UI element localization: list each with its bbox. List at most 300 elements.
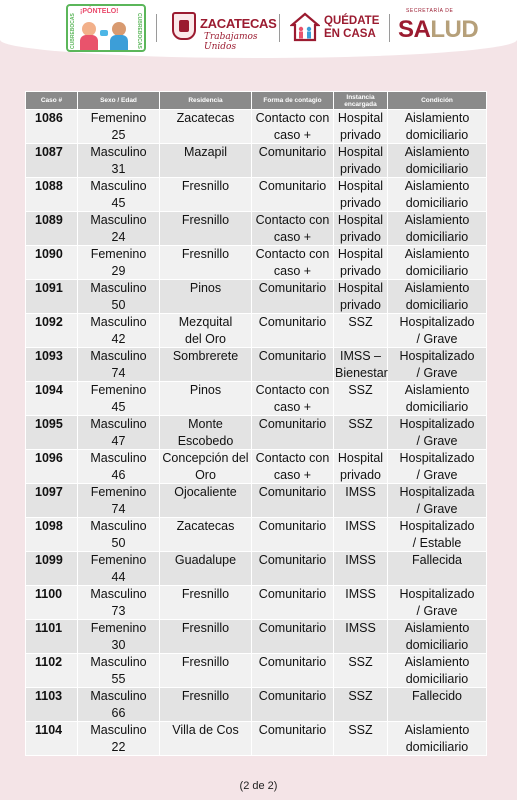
cell-text: 74	[111, 365, 126, 380]
caso-cell	[26, 586, 78, 620]
cell-text: 73	[111, 603, 126, 618]
person-head-icon	[82, 22, 96, 36]
contagio-cell	[252, 688, 334, 722]
cell-text: domiciliario	[405, 399, 469, 414]
contagio-cell	[252, 586, 334, 620]
zacatecas-logo-tagline: Trabajamos Unidos	[204, 32, 258, 52]
column-header: Instancia encargada	[334, 92, 388, 110]
logo-side-text-left: CUBREBOCAS	[70, 13, 76, 49]
sexo-edad-cell	[78, 416, 160, 450]
cell-text: Comunitario	[258, 587, 327, 601]
cell-text: privado	[340, 195, 381, 210]
sexo-edad-cell	[78, 280, 160, 314]
cell-text: Hospital	[337, 179, 384, 193]
table-row	[26, 382, 487, 416]
table-row	[26, 280, 487, 314]
residencia-cell	[160, 382, 252, 416]
cell-text: / Grave	[416, 467, 458, 482]
residencia-cell	[160, 178, 252, 212]
caso-cell	[26, 212, 78, 246]
cell-text: 1089	[35, 213, 63, 227]
ponte-logo-title: ¡PÓNTELO!	[80, 8, 119, 15]
residencia-cell	[160, 620, 252, 654]
condicion-cell	[388, 518, 487, 552]
cell-text: 1101	[35, 621, 63, 635]
contagio-cell	[252, 110, 334, 144]
cell-text: / Grave	[416, 365, 458, 380]
caso-cell	[26, 110, 78, 144]
residencia-cell	[160, 348, 252, 382]
salud-logo-top: SECRETARÍA DE	[406, 8, 454, 14]
contagio-cell	[252, 314, 334, 348]
instancia-cell	[334, 382, 388, 416]
cell-text: Hospital	[337, 451, 384, 465]
cell-text: Hospitalizada	[399, 485, 475, 499]
cell-text: / Grave	[416, 433, 458, 448]
condicion-cell	[388, 178, 487, 212]
cell-text: IMSS –	[340, 349, 381, 363]
condicion-cell	[388, 348, 487, 382]
condicion-cell	[388, 484, 487, 518]
caso-cell	[26, 416, 78, 450]
sexo-edad-cell	[78, 348, 160, 382]
cell-text: 50	[111, 297, 126, 312]
cell-text: Sombrerete	[172, 349, 239, 363]
cell-text: Aislamiento	[404, 111, 470, 125]
table-row	[26, 620, 487, 654]
table-row	[26, 212, 487, 246]
instancia-cell	[334, 416, 388, 450]
cell-text: 45	[111, 195, 126, 210]
cell-text: 1093	[35, 349, 63, 363]
cell-text: 29	[111, 263, 126, 278]
cell-text: Guadalupe	[174, 553, 237, 567]
instancia-cell	[334, 654, 388, 688]
caso-cell	[26, 382, 78, 416]
column-header: Sexo / Edad	[78, 92, 160, 110]
cell-text: 45	[111, 399, 126, 414]
table-body	[26, 110, 487, 756]
cell-text: Zacatecas	[176, 519, 235, 533]
cell-text: Aislamiento	[404, 213, 470, 227]
cell-text: IMSS	[345, 553, 376, 567]
cell-text: 1098	[35, 519, 63, 533]
cell-text: Monte	[188, 417, 223, 431]
house-icon	[290, 12, 320, 42]
cell-text: Fresnillo	[181, 179, 230, 193]
cell-text: / Grave	[416, 331, 458, 346]
cell-text: Masculino	[90, 519, 147, 533]
sexo-edad-cell	[78, 654, 160, 688]
condicion-cell	[388, 654, 487, 688]
cell-text: Fresnillo	[181, 621, 230, 635]
divider	[156, 14, 157, 42]
person-body-icon	[110, 35, 128, 51]
cell-text: caso +	[273, 127, 312, 142]
cell-text: Hospital	[337, 281, 384, 295]
cell-text: domiciliario	[405, 161, 469, 176]
condicion-cell	[388, 144, 487, 178]
person-head-icon	[112, 22, 126, 36]
sexo-edad-cell	[78, 484, 160, 518]
instancia-cell	[334, 178, 388, 212]
cell-text: privado	[340, 229, 381, 244]
divider	[389, 14, 390, 42]
cases-table-container	[25, 91, 486, 756]
cell-text: 1097	[35, 485, 63, 499]
cell-text: 47	[111, 433, 126, 448]
cell-text: Villa de Cos	[172, 723, 239, 737]
cell-text: Masculino	[90, 587, 147, 601]
caso-cell	[26, 280, 78, 314]
condicion-cell	[388, 212, 487, 246]
cell-text: 25	[111, 127, 126, 142]
caso-cell	[26, 722, 78, 756]
cell-text: IMSS	[345, 587, 376, 601]
cell-text: Fresnillo	[181, 213, 230, 227]
cell-text: 1086	[35, 111, 63, 125]
cell-text: / Grave	[416, 603, 458, 618]
condicion-cell	[388, 722, 487, 756]
cell-text: Hospitalizado	[399, 417, 475, 431]
cell-text: 74	[111, 501, 126, 516]
cell-text: Comunitario	[258, 519, 327, 533]
condicion-cell	[388, 620, 487, 654]
cell-text: Masculino	[90, 145, 147, 159]
cell-text: SSZ	[348, 417, 373, 431]
table-row	[26, 178, 487, 212]
quedate-en-casa-logo	[290, 12, 382, 46]
caso-cell	[26, 348, 78, 382]
cell-text: 1096	[35, 451, 63, 465]
table-row	[26, 552, 487, 586]
cell-text: 1087	[35, 145, 63, 159]
cell-text: Comunitario	[258, 553, 327, 567]
quedate-line1: QUÉDATE	[324, 15, 380, 27]
cell-text: Aislamiento	[404, 723, 470, 737]
cell-text: 1090	[35, 247, 63, 261]
instancia-cell	[334, 280, 388, 314]
cell-text: SSZ	[348, 315, 373, 329]
instancia-cell	[334, 518, 388, 552]
cell-text: domiciliario	[405, 229, 469, 244]
instancia-cell	[334, 688, 388, 722]
column-header: Condición	[388, 92, 487, 110]
table-row	[26, 246, 487, 280]
residencia-cell	[160, 144, 252, 178]
column-header: Forma de contagio	[252, 92, 334, 110]
caso-cell	[26, 654, 78, 688]
ponte-cubrebocas-logo	[66, 4, 146, 52]
cell-text: Masculino	[90, 281, 147, 295]
cell-text: domiciliario	[405, 671, 469, 686]
cell-text: Masculino	[90, 417, 147, 431]
cell-text: Aislamiento	[404, 383, 470, 397]
instancia-cell	[334, 110, 388, 144]
table-row	[26, 484, 487, 518]
cell-text: Escobedo	[177, 433, 234, 448]
cell-text: 1091	[35, 281, 63, 295]
cell-text: Pinos	[189, 281, 222, 295]
caso-cell	[26, 144, 78, 178]
cell-text: Comunitario	[258, 417, 327, 431]
cell-text: domiciliario	[405, 263, 469, 278]
cell-text: 44	[111, 569, 126, 584]
cell-text: Femenino	[90, 111, 147, 125]
cell-text: Aislamiento	[404, 145, 470, 159]
cell-text: caso +	[273, 263, 312, 278]
cell-text: domiciliario	[405, 127, 469, 142]
column-header: Residencia	[160, 92, 252, 110]
cell-text: SSZ	[348, 723, 373, 737]
instancia-cell	[334, 484, 388, 518]
cell-text: Hospitalizado	[399, 451, 475, 465]
cell-text: 50	[111, 535, 126, 550]
table-row	[26, 416, 487, 450]
cell-text: Contacto con	[255, 111, 330, 125]
logo-side-text-right: CUBREBOCAS	[136, 13, 142, 49]
cell-text: 55	[111, 671, 126, 686]
cell-text: Mezquital	[178, 315, 233, 329]
cell-text: Ojocaliente	[174, 485, 237, 499]
cell-text: caso +	[273, 399, 312, 414]
cell-text: 1095	[35, 417, 63, 431]
residencia-cell	[160, 450, 252, 484]
caso-cell	[26, 552, 78, 586]
cell-text: 42	[111, 331, 126, 346]
table-header-row	[26, 92, 487, 110]
cell-text: domiciliario	[405, 637, 469, 652]
sexo-edad-cell	[78, 314, 160, 348]
cell-text: Masculino	[90, 655, 147, 669]
sexo-edad-cell	[78, 178, 160, 212]
residencia-cell	[160, 280, 252, 314]
cell-text: Comunitario	[258, 723, 327, 737]
contagio-cell	[252, 484, 334, 518]
table-row	[26, 314, 487, 348]
cell-text: domiciliario	[405, 195, 469, 210]
instancia-cell	[334, 246, 388, 280]
cell-text: Comunitario	[258, 689, 327, 703]
cell-text: Fresnillo	[181, 587, 230, 601]
caso-cell	[26, 688, 78, 722]
cell-text: Comunitario	[258, 145, 327, 159]
salud-word-a: SA	[398, 16, 431, 43]
cell-text: Femenino	[90, 247, 147, 261]
cell-text: Comunitario	[258, 485, 327, 499]
sexo-edad-cell	[78, 246, 160, 280]
person-body-icon	[80, 35, 98, 51]
cell-text: Fallecida	[411, 553, 463, 567]
table-row	[26, 722, 487, 756]
page-number: (2 de 2)	[239, 780, 278, 792]
coat-of-arms-icon	[172, 12, 196, 40]
residencia-cell	[160, 722, 252, 756]
condicion-cell	[388, 246, 487, 280]
cell-text: Comunitario	[258, 179, 327, 193]
sexo-edad-cell	[78, 110, 160, 144]
cell-text: Fresnillo	[181, 247, 230, 261]
contagio-cell	[252, 722, 334, 756]
sexo-edad-cell	[78, 212, 160, 246]
condicion-cell	[388, 450, 487, 484]
column-header: Caso #	[26, 92, 78, 110]
contagio-cell	[252, 416, 334, 450]
condicion-cell	[388, 586, 487, 620]
contagio-cell	[252, 212, 334, 246]
cell-text: Hospital	[337, 111, 384, 125]
cell-text: Aislamiento	[404, 179, 470, 193]
cell-text: Masculino	[90, 179, 147, 193]
table-row	[26, 348, 487, 382]
caso-cell	[26, 518, 78, 552]
sexo-edad-cell	[78, 552, 160, 586]
cell-text: 30	[111, 637, 126, 652]
cell-text: Oro	[195, 467, 216, 482]
condicion-cell	[388, 552, 487, 586]
cell-text: Femenino	[90, 485, 147, 499]
sexo-edad-cell	[78, 518, 160, 552]
cell-text: / Estable	[412, 535, 462, 550]
sexo-edad-cell	[78, 688, 160, 722]
cell-text: Femenino	[90, 383, 147, 397]
cell-text: 1104	[35, 723, 63, 737]
cell-text: 1092	[35, 315, 63, 329]
table-row	[26, 110, 487, 144]
table-row	[26, 144, 487, 178]
cell-text: Bienestar	[335, 365, 388, 380]
cell-text: Hospitalizado	[399, 349, 475, 363]
zacatecas-logo	[172, 10, 277, 52]
cell-text: Masculino	[90, 723, 147, 737]
cell-text: 1094	[35, 383, 63, 397]
cell-text: 31	[111, 161, 126, 176]
instancia-cell	[334, 314, 388, 348]
secretaria-salud-logo	[398, 8, 482, 48]
cell-text: Pinos	[189, 383, 222, 397]
cell-text: 66	[111, 705, 126, 720]
cell-text: Femenino	[90, 621, 147, 635]
residencia-cell	[160, 688, 252, 722]
header-banner	[0, 0, 517, 58]
contagio-cell	[252, 144, 334, 178]
cell-text: Concepción del	[162, 451, 249, 465]
contagio-cell	[252, 246, 334, 280]
cell-text: 46	[111, 467, 126, 482]
cell-text: domiciliario	[405, 297, 469, 312]
caso-cell	[26, 246, 78, 280]
cell-text: Masculino	[90, 689, 147, 703]
sexo-edad-cell	[78, 382, 160, 416]
residencia-cell	[160, 314, 252, 348]
instancia-cell	[334, 348, 388, 382]
cell-text: Comunitario	[258, 655, 327, 669]
residencia-cell	[160, 484, 252, 518]
contagio-cell	[252, 348, 334, 382]
cell-text: Femenino	[90, 553, 147, 567]
cell-text: IMSS	[345, 621, 376, 635]
cell-text: 1088	[35, 179, 63, 193]
caso-cell	[26, 178, 78, 212]
cell-text: Hospitalizado	[399, 315, 475, 329]
table-row	[26, 688, 487, 722]
contagio-cell	[252, 450, 334, 484]
cell-text: SSZ	[348, 655, 373, 669]
cell-text: privado	[340, 263, 381, 278]
cell-text: SSZ	[348, 689, 373, 703]
cell-text: privado	[340, 161, 381, 176]
residencia-cell	[160, 212, 252, 246]
cell-text: Aislamiento	[404, 655, 470, 669]
table-row	[26, 450, 487, 484]
contagio-cell	[252, 654, 334, 688]
condicion-cell	[388, 416, 487, 450]
cell-text: Aislamiento	[404, 281, 470, 295]
cell-text: Fresnillo	[181, 655, 230, 669]
instancia-cell	[334, 552, 388, 586]
residencia-cell	[160, 518, 252, 552]
cell-text: 1100	[35, 587, 63, 601]
caso-cell	[26, 620, 78, 654]
cell-text: Hospital	[337, 247, 384, 261]
instancia-cell	[334, 144, 388, 178]
cell-text: Masculino	[90, 213, 147, 227]
contagio-cell	[252, 620, 334, 654]
cell-text: Fallecido	[411, 689, 463, 703]
caso-cell	[26, 450, 78, 484]
cell-text: caso +	[273, 467, 312, 482]
table-row	[26, 586, 487, 620]
contagio-cell	[252, 178, 334, 212]
zacatecas-logo-name: ZACATECAS	[200, 16, 277, 31]
cases-table	[25, 91, 487, 756]
table-row	[26, 518, 487, 552]
salud-logo-word	[398, 16, 478, 44]
cell-text: Comunitario	[258, 281, 327, 295]
cell-text: Masculino	[90, 315, 147, 329]
residencia-cell	[160, 586, 252, 620]
cell-text: Aislamiento	[404, 247, 470, 261]
residencia-cell	[160, 110, 252, 144]
cell-text: 1099	[35, 553, 63, 567]
residencia-cell	[160, 246, 252, 280]
salud-word-b: LUD	[430, 16, 479, 43]
residencia-cell	[160, 552, 252, 586]
cell-text: Contacto con	[255, 247, 330, 261]
cell-text: 22	[111, 739, 126, 754]
cell-text: Contacto con	[255, 383, 330, 397]
cell-text: privado	[340, 127, 381, 142]
cell-text: Hospital	[337, 213, 384, 227]
cell-text: privado	[340, 297, 381, 312]
cell-text: privado	[340, 467, 381, 482]
instancia-cell	[334, 620, 388, 654]
table-row	[26, 654, 487, 688]
residencia-cell	[160, 416, 252, 450]
cell-text: IMSS	[345, 485, 376, 499]
contagio-cell	[252, 518, 334, 552]
cell-text: / Grave	[416, 501, 458, 516]
cell-text: Contacto con	[255, 451, 330, 465]
face-mask-icon	[100, 30, 108, 36]
caso-cell	[26, 314, 78, 348]
cell-text: Hospitalizado	[399, 587, 475, 601]
cell-text: Masculino	[90, 349, 147, 363]
cell-text: Hospital	[337, 145, 384, 159]
condicion-cell	[388, 280, 487, 314]
contagio-cell	[252, 552, 334, 586]
condicion-cell	[388, 110, 487, 144]
